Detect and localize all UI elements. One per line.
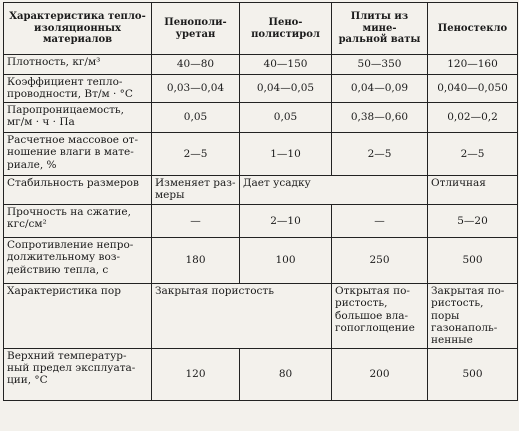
table-cell: 2—5 [332,132,428,175]
table-row [4,237,518,283]
row-label: Стабильность размеров [4,175,152,204]
table-cell: 5—20 [428,204,518,237]
table-row [4,75,518,103]
table-cell: 2—10 [240,204,332,237]
table-cell: — [152,204,240,237]
table-cell: 120—160 [428,55,518,75]
header-polyurethane: Пенополи- уретан [152,3,240,55]
table-header-row [4,3,518,55]
table-cell: Открытая по- ристость, большое вла- гопоглощение [332,283,428,348]
table-cell: 80 [240,348,332,400]
row-label: Сопротивление непро- должительному воз- действию тепла, с [4,237,152,283]
table-cell: 0,38—0,60 [332,102,428,132]
table-cell: — [332,204,428,237]
table-cell: Дает усадку [240,175,428,204]
table-row [4,102,518,132]
table-row [4,55,518,75]
table-cell: Закрытая по- ристость, поры газонаполь- ненные [428,283,518,348]
insulation-properties-table [3,2,518,401]
table-cell: 0,04—0,09 [332,75,428,103]
table-row [4,132,518,175]
table-cell: 200 [332,348,428,400]
table-cell: 0,03—0,04 [152,75,240,103]
table-cell: Закрытая пористость [152,283,332,348]
row-label: Коэффициент тепло- проводности, Вт/м · °С [4,75,152,103]
table-cell: 0,05 [240,102,332,132]
header-characteristics: Характеристика тепло- изоляционных материалов [4,3,152,55]
row-label: Характеристика пор [4,283,152,348]
row-label: Расчетное массовое от- ношение влаги в мате- риале, % [4,132,152,175]
table-row [4,175,518,204]
table-cell: Изменяет раз- меры [152,175,240,204]
table-cell: 250 [332,237,428,283]
table-row [4,348,518,400]
row-label: Верхний температур- ный предел эксплуата- ции, °С [4,348,152,400]
header-foam-glass: Пеностекло [428,3,518,55]
table-cell: 40—80 [152,55,240,75]
row-label: Прочность на сжатие, кгс/см² [4,204,152,237]
table-cell: 40—150 [240,55,332,75]
row-label: Паропроницаемость, мг/м · ч · Па [4,102,152,132]
table-cell: 50—350 [332,55,428,75]
table-cell: 1—10 [240,132,332,175]
row-label: Плотность, кг/м³ [4,55,152,75]
table-cell: 0,05 [152,102,240,132]
table-cell: 0,04—0,05 [240,75,332,103]
table-cell: 120 [152,348,240,400]
table-cell: 0,02—0,2 [428,102,518,132]
table-cell: 500 [428,237,518,283]
table-cell: Отличная [428,175,518,204]
table-cell: 500 [428,348,518,400]
header-polystyrene: Пено- полистирол [240,3,332,55]
table-cell: 2—5 [152,132,240,175]
table-cell: 180 [152,237,240,283]
table-row [4,283,518,348]
table-cell: 100 [240,237,332,283]
table-cell: 2—5 [428,132,518,175]
table-row [4,204,518,237]
header-mineral-wool: Плиты из мине- ральной ваты [332,3,428,55]
table-cell: 0,040—0,050 [428,75,518,103]
